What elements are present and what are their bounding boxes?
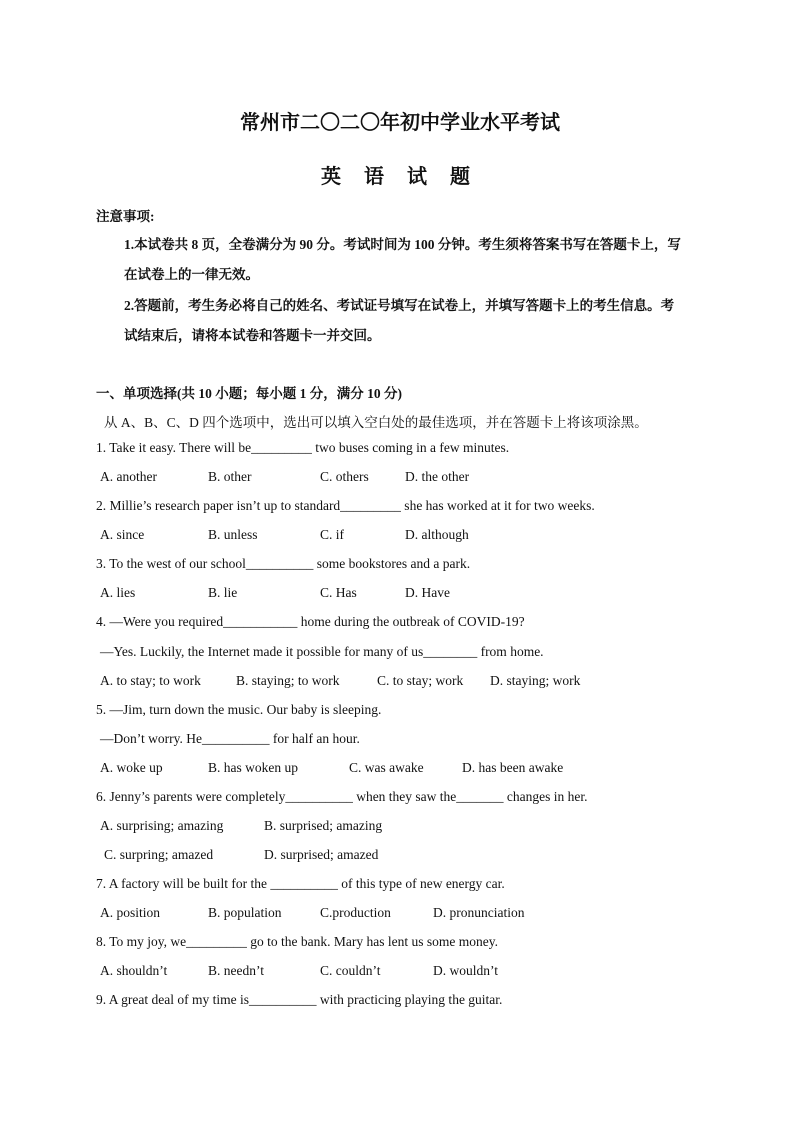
option-b: B. needn’t bbox=[208, 963, 264, 978]
question-text: 7. A factory will be built for the __________ of this type of new energy car. bbox=[96, 876, 505, 891]
option-a: A. woke up bbox=[100, 760, 163, 775]
option-d: D. wouldn’t bbox=[433, 963, 499, 978]
option-c: C. was awake bbox=[349, 760, 424, 775]
option-b: B. surprised; amazing bbox=[264, 818, 383, 833]
question-text: 2. Millie’s research paper isn’t up to standard_________ she has worked at it for two weeks. bbox=[96, 498, 595, 513]
option-a: A. position bbox=[100, 905, 161, 920]
option-b: B. population bbox=[208, 905, 282, 920]
option-a: A. to stay; to work bbox=[100, 673, 201, 688]
notice-line: 1.本试卷共 8 页，全卷满分为 90 分。考试时间为 100 分钟。考生须将答案书写在答题卡上，写 bbox=[124, 237, 681, 252]
question-text: 1. Take it easy. There will be_________ two buses coming in a few minutes. bbox=[96, 440, 510, 455]
option-a: A. another bbox=[100, 469, 157, 484]
option-c: C. others bbox=[320, 469, 369, 484]
notice-line: 在试卷上的一律无效。 bbox=[124, 267, 259, 282]
option-d: D. the other bbox=[405, 469, 470, 484]
notice-line: 试结束后，请将本试卷和答题卡一并交回。 bbox=[124, 328, 381, 343]
option-c: C. to stay; work bbox=[377, 673, 464, 688]
option-c: C. surpring; amazed bbox=[104, 847, 214, 862]
option-c: C.production bbox=[320, 905, 391, 920]
option-a: A. shouldn’t bbox=[100, 963, 168, 978]
option-a: A. since bbox=[100, 527, 145, 542]
option-b: B. has woken up bbox=[208, 760, 298, 775]
option-b: B. unless bbox=[208, 527, 258, 542]
option-d: D. Have bbox=[405, 585, 450, 600]
question-text: 5. —Jim, turn down the music. Our baby is sleeping. bbox=[96, 702, 382, 717]
option-d: D. although bbox=[405, 527, 469, 542]
option-a: A. surprising; amazing bbox=[100, 818, 224, 833]
question-text: 9. A great deal of my time is__________ with practicing playing the guitar. bbox=[96, 992, 503, 1007]
exam-title: 常州市二〇二〇年初中学业水平考试 bbox=[240, 112, 560, 134]
option-a: A. lies bbox=[100, 585, 136, 600]
option-c: C. if bbox=[320, 527, 345, 542]
option-b: B. other bbox=[208, 469, 252, 484]
option-d: D. staying; work bbox=[490, 673, 581, 688]
option-c: C. Has bbox=[320, 585, 357, 600]
option-c: C. couldn’t bbox=[320, 963, 381, 978]
question-text: 6. Jenny’s parents were completely__________ when they saw the_______ changes in her. bbox=[96, 789, 588, 804]
notice-line: 2.答题前，考生务必将自己的姓名、考试证号填写在试卷上，并填写答题卡上的考生信息。考 bbox=[124, 298, 675, 313]
section-instruction: 从 A、B、C、D 四个选项中，选出可以填入空白处的最佳选项，并在答题卡上将该项涂黑。 bbox=[104, 415, 648, 430]
option-d: D. has been awake bbox=[462, 760, 564, 775]
question-text: 3. To the west of our school__________ some bookstores and a park. bbox=[96, 556, 471, 571]
question-text: —Don’t worry. He__________ for half an hour. bbox=[100, 731, 360, 746]
section-heading: 一、单项选择(共 10 小题；每小题 1 分，满分 10 分) bbox=[96, 386, 402, 401]
exam-subtitle: 英 语 试 题 bbox=[321, 166, 479, 188]
question-text: 8. To my joy, we_________ go to the bank. Mary has lent us some money. bbox=[96, 934, 499, 949]
option-b: B. staying; to work bbox=[236, 673, 340, 688]
question-text: 4. —Were you required___________ home during the outbreak of COVID-19? bbox=[96, 614, 525, 629]
option-d: D. surprised; amazed bbox=[264, 847, 379, 862]
option-d: D. pronunciation bbox=[433, 905, 525, 920]
notice-heading: 注意事项: bbox=[96, 209, 155, 224]
option-b: B. lie bbox=[208, 585, 238, 600]
question-text: —Yes. Luckily, the Internet made it possible for many of us________ from home. bbox=[100, 644, 544, 659]
